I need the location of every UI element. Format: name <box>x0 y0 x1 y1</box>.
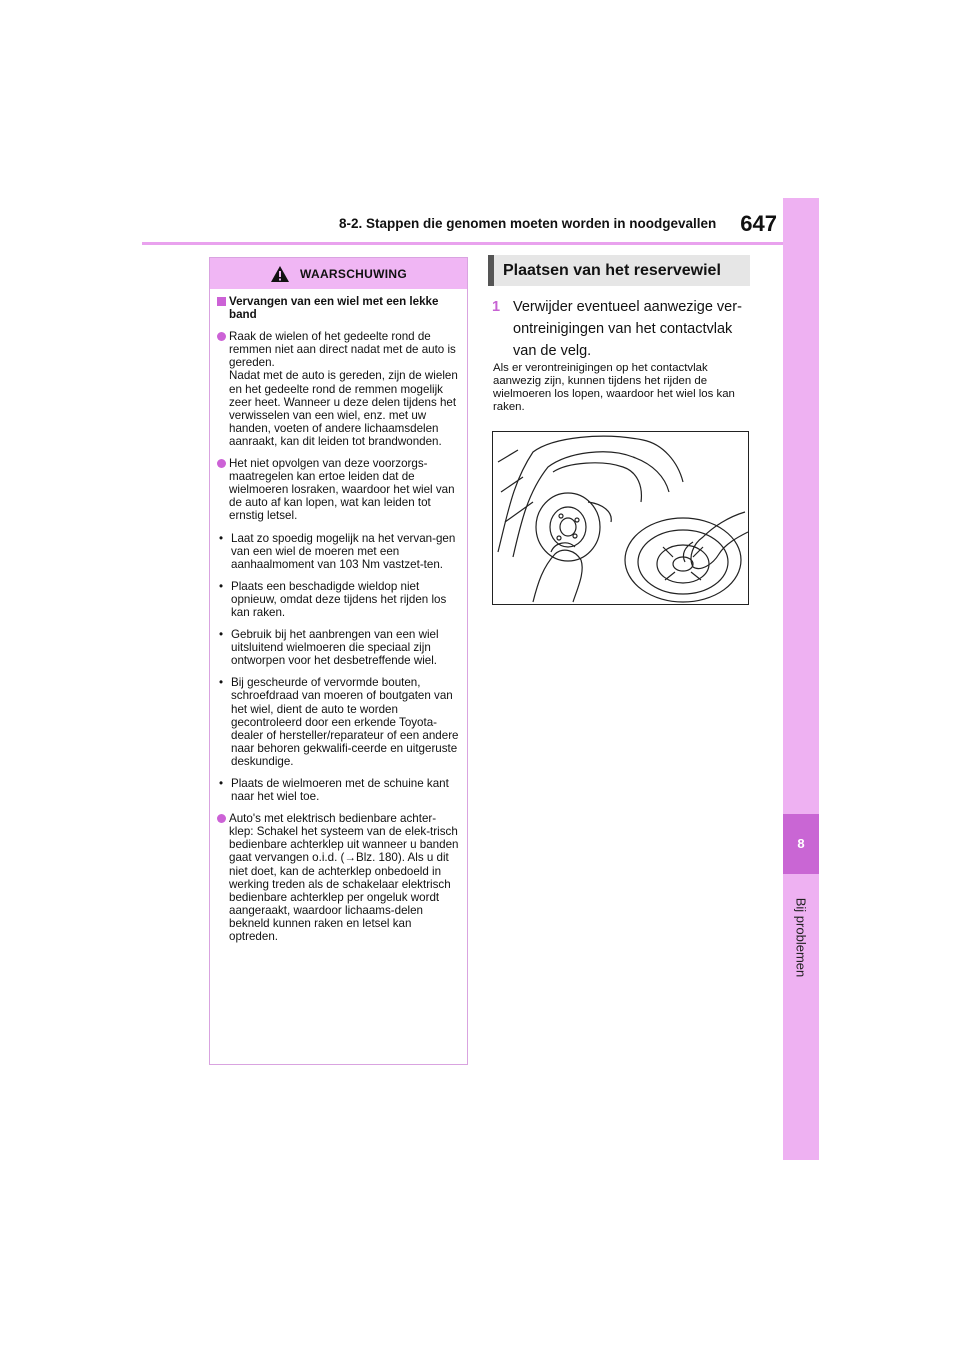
warning-bullet-item <box>217 580 459 619</box>
warning-bullet-item <box>217 628 459 667</box>
bullet-icon: • <box>219 531 224 545</box>
dot-bullet-icon <box>217 814 226 823</box>
dot-bullet-icon <box>217 332 226 341</box>
section-title: 8-2. Stappen die genomen moeten worden in noodgevallen <box>339 216 717 231</box>
warning-bullet-item <box>217 676 459 768</box>
bullet-icon: • <box>219 579 224 593</box>
warning-item-text: Het niet opvolgen van deze voorzorgs-maatregelen kan ertoe leiden dat de wielmoeren losraken, waardoor het wiel van de auto af kan lopen, wat kan leiden tot ernstig letsel. <box>229 457 455 523</box>
warning-triangle-icon <box>270 265 290 283</box>
warning-item-text: Bij gescheurde of vervormde bouten, schroefdraad van moeren of boutgaten van het wiel, dient de auto te worden gecontroleerd door een erkende Toyota-dealer of hersteller/reparateur of een andere naar behoren gekwalifi-ceerde en uitgeruste deskundige. <box>231 676 459 768</box>
warning-box <box>209 257 468 1065</box>
step-item <box>492 296 754 362</box>
chapter-side-tab <box>783 198 819 1160</box>
warning-dot-item <box>217 457 459 522</box>
chapter-number: 8 <box>797 836 805 851</box>
warning-bullet-item <box>217 532 459 571</box>
step-number: 1 <box>492 299 501 315</box>
dot-bullet-icon <box>217 459 226 468</box>
square-bullet-icon <box>217 297 226 306</box>
warning-body <box>210 289 467 943</box>
chapter-label: Bij problemen <box>793 897 809 978</box>
warning-item-text: Auto's met elektrisch bedienbare achter-klep: Schakel het systeem van de elek-trisch bedienbare achterklep uit wanneer u banden gaat vervangen o.i.d. (→Blz. 180). Als u dit niet doet, kan de achterklep onbedoeld in werking treden als de schakelaar elektrisch bedienbare achterklep per ongeluk wordt aangeraakt, waardoor lichaams-delen bekneld kunnen raken en letsel kan optreden. <box>229 812 459 944</box>
warning-item-text: Plaats de wielmoeren met de schuine kant naar het wiel toe. <box>231 777 449 804</box>
step-note: Als er verontreinigingen op het contactvlak aanwezig zijn, kunnen tijdens het rijden de wielmoeren los lopen, waardoor het wiel los kan raken. <box>493 362 735 413</box>
wheel-cleaning-illustration <box>492 431 749 605</box>
page-number: 647 <box>740 211 777 236</box>
bullet-icon: • <box>219 777 224 790</box>
warning-heading-item <box>217 295 459 321</box>
section-heading: Plaatsen van het reservewiel <box>488 255 750 286</box>
warning-item-text: Raak de wielen of het gedeelte rond de remmen niet aan direct nadat met de auto is gereden. Nadat met de auto is gereden, zijn de wielen en het gedeelte rond de remmen mogelijk zeer heet. Wanneer u deze delen tijdens het verwisselen van een wiel, enz. met uw handen, voeten of andere lichaamsdelen aanraakt, kan dit leiden tot brandwonden. <box>229 330 458 448</box>
bullet-icon: • <box>219 628 224 642</box>
warning-header <box>210 258 467 289</box>
warning-item-text: Laat zo spoedig mogelijk na het vervan-gen van een wiel de moeren met een aanhaalmoment van 103 Nm vastzet-ten. <box>231 531 456 571</box>
bullet-icon: • <box>219 676 224 690</box>
warning-bullet-item <box>217 777 459 803</box>
header-divider <box>142 242 783 245</box>
warning-item-text: Plaats een beschadigde wieldop niet opnieuw, omdat deze tijdens het rijden los kan raken. <box>231 579 447 619</box>
warning-item-text: Gebruik bij het aanbrengen van een wiel uitsluitend wielmoeren die speciaal zijn ontworpen voor het desbetreffende wiel. <box>231 628 439 668</box>
warning-dot-item <box>217 330 459 448</box>
warning-dot-item <box>217 812 459 943</box>
step-text: Verwijder eventueel aanwezige ver-ontreinigingen van het contactvlak van de velg. <box>513 299 742 359</box>
warning-heading: Vervangen van een wiel met een lekke band <box>229 295 439 322</box>
warning-label: WAARSCHUWING <box>300 266 407 281</box>
